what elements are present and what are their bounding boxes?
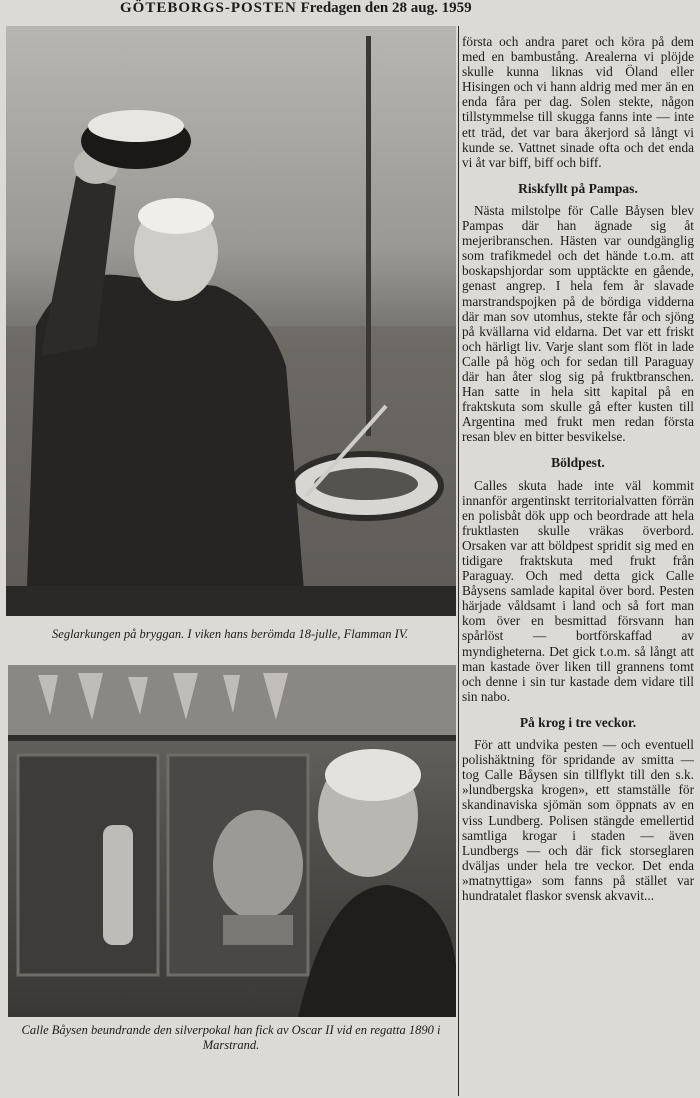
newspaper-name: GÖTEBORGS-POSTEN: [120, 0, 297, 16]
article-paragraph: första och andra paret och köra på dem med en bambustång. Arealerna vi plöjde skulle kunna liknas vid Öland eller Hisingen och vi hann aldrig med mer än en enda fåra per dag. Solen stekte, någon tillstymmelse till skugga fanns inte — inte ett träd, det var bara åkerjord så långt vi kunde se. Vattnet sinade ofta och det enda vi åt var biff, biff och biff.: [462, 34, 694, 170]
issue-date: Fredagen den 28 aug. 1959: [300, 0, 472, 16]
masthead: [120, 0, 500, 22]
subheading-boldpest: Böldpest.: [551, 455, 605, 471]
column-divider: [458, 26, 459, 1096]
photo1-caption: Seglarkungen på bryggan. I viken hans berömda 18-julle, Flamman IV.: [52, 627, 408, 641]
photo-illustration: [6, 26, 456, 616]
photo-sailing-king-on-dock: [6, 26, 456, 616]
photo2-caption: Calle Båysen beundrande den silverpokal han fick av Oscar II vid en regatta 1890 i Marstrand.: [21, 1023, 441, 1052]
photo-silver-trophy: [8, 665, 456, 1017]
photo-illustration-2: [8, 665, 456, 1017]
article-paragraph: Nästa milstolpe för Calle Båysen blev Pampas där han ägnade sig åt mejeribranschen. Hästen var oundgänglig som trafikmedel och det hände t.o.m. att boskapshjordar som upptäckte en gående, genast angrep. I hela fem år slavade marstrandspojken på de bördiga vidderna där man sov utomhus, stekte får och sjöng på kvällarna vid eldarna. Det var ett friskt och härligt liv. Varje slant som flöt in lade Calle på hög och for sedan till Paraguay där han åter slog sig på fruktbranschen. Han satte in hela sitt kapital på en fraktskuta som skulle gå efter kusten till Argentina med frukt men redan första resan blev en bitter besvikelse.: [462, 202, 694, 445]
article-paragraph: Calles skuta hade inte väl kommit innanför argentinskt territorialvatten förrän en polisbåt dök upp och beordrade att hela fruktlasten skulle vräkas överbord. Orsaken var att böldpest spridit sig med en tidigare fraktskuta med frukt från Paraguay. Och med detta gick Calle Båysens samlade kapital över bord. Pesten härjade våldsamt i land och så fort man kom över en besmittad försvann han spårlöst — bortförskaffad av myndigheterna. Det gick t.o.m. så långt att man kastade över liken till grannens tomt och denne i sin tur kastade dem vidare till sin nabo.: [462, 477, 694, 704]
subheading-krog: På krog i tre veckor.: [519, 714, 637, 730]
subheading-pampas: Riskfyllt på Pampas.: [518, 180, 638, 196]
article-column: [462, 34, 694, 1094]
article-paragraph: För att undvika pesten — och eventuell polishäktning för spridande av smitta — tog Calle Båysen sin tillflykt till den s.k. »lundbergska krogen», ett stamställe för skandinaviska sjömän som öppnats av en viss Lundberg. Polisen stängde emellertid samtliga krogar i staden — även Lundbergs — och där fick storseglaren dväljas under hela tre veckor. Det enda »matnyttiga» som fanns på stället var hundratalet flaskor svensk akvavit...: [462, 737, 694, 903]
